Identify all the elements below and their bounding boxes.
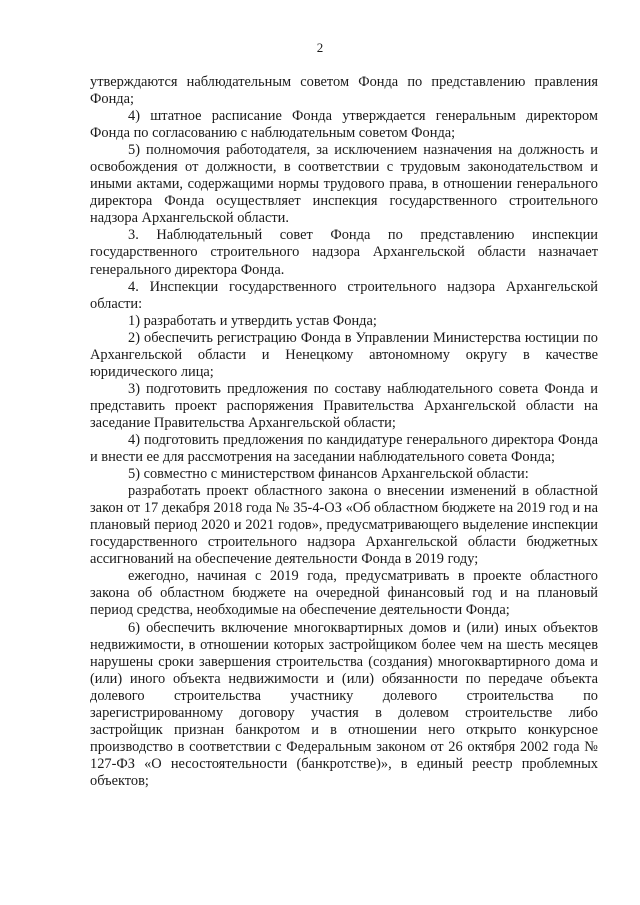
- page-number: 2: [316, 40, 324, 55]
- paragraph: 3. Наблюдательный совет Фонда по представлению инспекции государственного строительного надзора Архангельской области назначает генерального директора Фонда.: [90, 227, 598, 278]
- paragraph: 6) обеспечить включение многоквартирных домов и (или) иных объектов недвижимости, в отношении которых застройщиком более чем на шесть месяцев нарушены сроки завершения строительства (создания) многоквартирного дома и (или) иного объекта недвижимости и (или) обязанности по передаче объекта долевого строительства участнику долевого строительства по зарегистрированному договору участия в долевом строительстве либо застройщик признан банкротом и в отношении него открыто конкурсное производство в соответствии с Федеральным законом от 26 октября 2002 года № 127-ФЗ «О несостоятельности (банкротстве)», в единый реестр проблемных объектов;: [90, 619, 598, 789]
- paragraph: 4) штатное расписание Фонда утверждается генеральным директором Фонда по согласованию с наблюдательным советом Фонда;: [90, 108, 598, 142]
- paragraph: ежегодно, начиная с 2019 года, предусматривать в проекте областного закона об областном бюджете на очередной финансовый год и на плановый период средства, необходимые на обеспечение деятельности Фонда;: [90, 568, 598, 619]
- paragraph: разработать проект областного закона о внесении изменений в областной закон от 17 декабря 2018 года № 35-4-ОЗ «Об областном бюджете на 2019 год и на плановый период 2020 и 2021 годов», предусматривающего выделение инспекции государственного строительного надзора Архангельской области бюджетных ассигнований на обеспечение деятельности Фонда в 2019 году;: [90, 483, 598, 568]
- paragraph: 1) разработать и утвердить устав Фонда;: [128, 312, 377, 329]
- paragraph: 5) полномочия работодателя, за исключением назначения на должность и освобождения от должности, в соответствии с трудовым законодательством и иными актами, содержащими нормы трудового права, в отношении генерального директора Фонда осуществляет инспекция государственного строительного надзора Архангельской области.: [90, 142, 598, 227]
- paragraph: 4. Инспекции государственного строительного надзора Архангельской области:: [90, 278, 598, 312]
- paragraph: утверждаются наблюдательным советом Фонда по представлению правления Фонда;: [90, 74, 598, 108]
- paragraph: 5) совместно с министерством финансов Архангельской области:: [128, 466, 529, 483]
- paragraph: 4) подготовить предложения по кандидатуре генерального директора Фонда и внести ее для рассмотрения на заседании наблюдательного совета Фонда;: [90, 431, 598, 466]
- paragraph: 3) подготовить предложения по составу наблюдательного совета Фонда и представить проект распоряжения Правительства Архангельской области на заседание Правительства Архангельской области;: [90, 380, 598, 431]
- paragraph: 2) обеспечить регистрацию Фонда в Управлении Министерства юстиции по Архангельской области и Ненецкому автономному округу в качестве юридического лица;: [90, 329, 598, 380]
- document-body: [90, 74, 598, 790]
